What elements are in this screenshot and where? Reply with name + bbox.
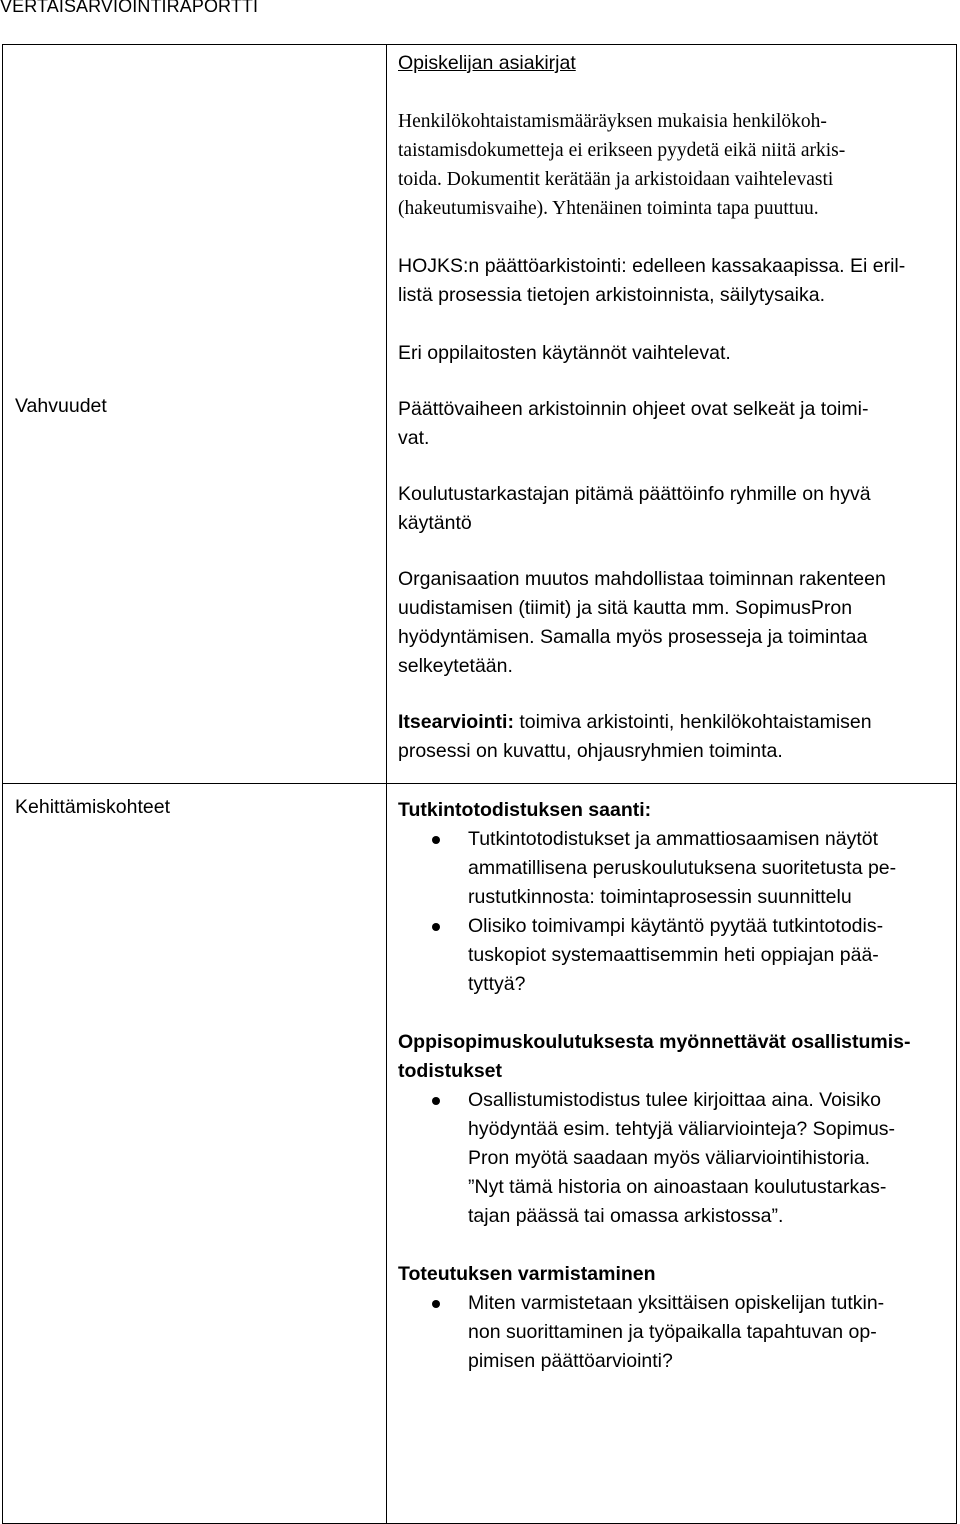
strengths-para-3-line-1: Organisaation muutos mahdollistaa toiminnan rakenteen xyxy=(398,568,886,590)
dev-section-3-title: Toteutuksen varmistaminen xyxy=(398,1263,656,1285)
bullet-line: tyttyä? xyxy=(468,973,526,995)
document-header: VERTAISARVIOINTIRAPORTTI xyxy=(0,0,259,16)
development-label: Kehittämiskohteet xyxy=(15,796,171,818)
strengths-para-1-line-2: vat. xyxy=(398,427,430,449)
dev-section-2-title-line-2: todistukset xyxy=(398,1060,503,1082)
self-evaluation-label: Itsearviointi: xyxy=(398,711,514,733)
bullet-line: Tutkintotodistukset ja ammattiosaamisen näytöt xyxy=(468,828,879,850)
bullet-line: tajan päässä tai omassa arkistossa”. xyxy=(468,1205,784,1227)
bullet-icon xyxy=(432,1097,440,1105)
strengths-para-3-line-3: hyödyntämisen. Samalla myös prosesseja ja toimintaa xyxy=(398,626,868,648)
strengths-label: Vahvuudet xyxy=(15,395,107,417)
dev-section-1-bullet-1 xyxy=(398,825,948,912)
dev-section-1-title: Tutkintotodistuksen saanti: xyxy=(398,799,652,821)
bullet-line: non suorittaminen ja työpaikalla tapahtuvan op- xyxy=(468,1321,877,1343)
strengths-cell xyxy=(398,395,948,766)
top-para-2-line-2: listä prosessia tietojen arkistoinnista, säilytysaika. xyxy=(398,284,826,306)
development-cell xyxy=(398,796,948,1376)
bullet-icon xyxy=(432,1300,440,1308)
bullet-line: hyödyntää esim. tehtyjä väliarviointeja? Sopimus- xyxy=(468,1118,896,1140)
top-para-1-line-2: taistamisdokumetteja ei erikseen pyydetä eikä niitä arkis- xyxy=(398,140,846,161)
top-para-1-line-4: (hakeutumisvaihe). Yhtenäinen toiminta tapa puuttuu. xyxy=(398,198,819,219)
dev-section-2-bullet-1 xyxy=(398,1086,948,1231)
bullet-line: Olisiko toimivampi käytäntö pyytää tutkintotodis- xyxy=(468,915,884,937)
bullet-line: ammatillisena peruskoulutuksena suoritetusta pe- xyxy=(468,857,897,879)
strengths-para-1-line-1: Päättövaiheen arkistoinnin ohjeet ovat selkeät ja toimi- xyxy=(398,398,869,420)
column-divider xyxy=(386,45,387,1523)
bullet-line: Pron myötä saadaan myös väliarviointihistoria. xyxy=(468,1147,871,1169)
dev-section-1-bullet-2 xyxy=(398,912,948,999)
bullet-line: rustutkinnosta: toimintaprosessin suunnittelu xyxy=(468,886,852,908)
top-para-3: Eri oppilaitosten käytännöt vaihtelevat. xyxy=(398,342,731,364)
bullet-line: ”Nyt tämä historia on ainoastaan koulutustarkas- xyxy=(468,1176,887,1198)
self-evaluation-line-2: prosessi on kuvattu, ohjausryhmien toiminta. xyxy=(398,740,783,762)
dev-section-3-bullet-1 xyxy=(398,1289,948,1376)
bullet-line: pimisen päättöarviointi? xyxy=(468,1350,673,1372)
self-evaluation-text: toimiva arkistointi, henkilökohtaistamisen xyxy=(513,711,872,733)
strengths-para-3-line-2: uudistamisen (tiimit) ja sitä kautta mm. SopimusPron xyxy=(398,597,853,619)
review-table xyxy=(2,44,957,1524)
bullet-icon xyxy=(432,836,440,844)
section-heading: Opiskelijan asiakirjat xyxy=(398,52,576,74)
bullet-icon xyxy=(432,923,440,931)
self-evaluation-line-1 xyxy=(398,708,948,737)
bullet-line: tuskopiot systemaattisemmin heti oppiajan pää- xyxy=(468,944,879,966)
bullet-line: Miten varmistetaan yksittäisen opiskelijan tutkin- xyxy=(468,1292,885,1314)
top-para-1-line-1: Henkilökohtaistamismääräyksen mukaisia henkilökoh- xyxy=(398,111,827,132)
row-divider-1 xyxy=(3,783,956,784)
strengths-para-2-line-1: Koulutustarkastajan pitämä päättöinfo ryhmille on hyvä xyxy=(398,483,871,505)
strengths-para-2-line-2: käytäntö xyxy=(398,512,472,534)
top-cell xyxy=(398,49,948,368)
top-para-1-line-3: toida. Dokumentit kerätään ja arkistoidaan vaihtelevasti xyxy=(398,169,834,190)
bullet-line: Osallistumistodistus tulee kirjoittaa aina. Voisiko xyxy=(468,1089,881,1111)
top-para-2-line-1: HOJKS:n päättöarkistointi: edelleen kassakaapissa. Ei eril- xyxy=(398,255,906,277)
dev-section-2-title-line-1: Oppisopimuskoulutuksesta myönnettävät osallistumis- xyxy=(398,1031,911,1053)
strengths-para-3-line-4: selkeytetään. xyxy=(398,655,513,677)
